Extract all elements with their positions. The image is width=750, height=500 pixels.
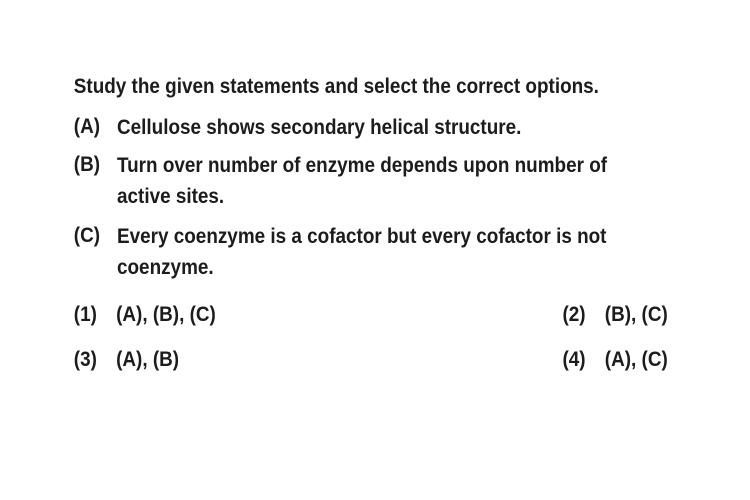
statement-text: Every coenzyme is a cofactor but every cofactor is not coenzyme. [117,225,607,279]
option-4[interactable] [563,348,743,372]
statement-text: Cellulose shows secondary helical structure. [117,116,522,139]
option-3[interactable] [74,348,254,372]
option-number: (2) [562,303,586,326]
option-number: (1) [73,303,97,326]
question-stem: Study the given statements and select the correct options. [73,75,599,98]
option-number: (3) [73,348,97,371]
statement-label: (B) [73,153,101,176]
option-number: (4) [562,348,586,371]
option-value: (A), (C) [604,348,668,371]
option-value: (A), (B), (C) [116,303,216,326]
option-value: (B), (C) [604,303,668,326]
option-1[interactable] [74,303,254,327]
option-2[interactable] [563,303,743,327]
statement-text: Turn over number of enzyme depends upon number of active sites. [117,154,608,208]
statement-label: (A) [73,115,101,138]
option-value: (A), (B) [116,348,180,371]
statement-label: (C) [73,224,101,247]
